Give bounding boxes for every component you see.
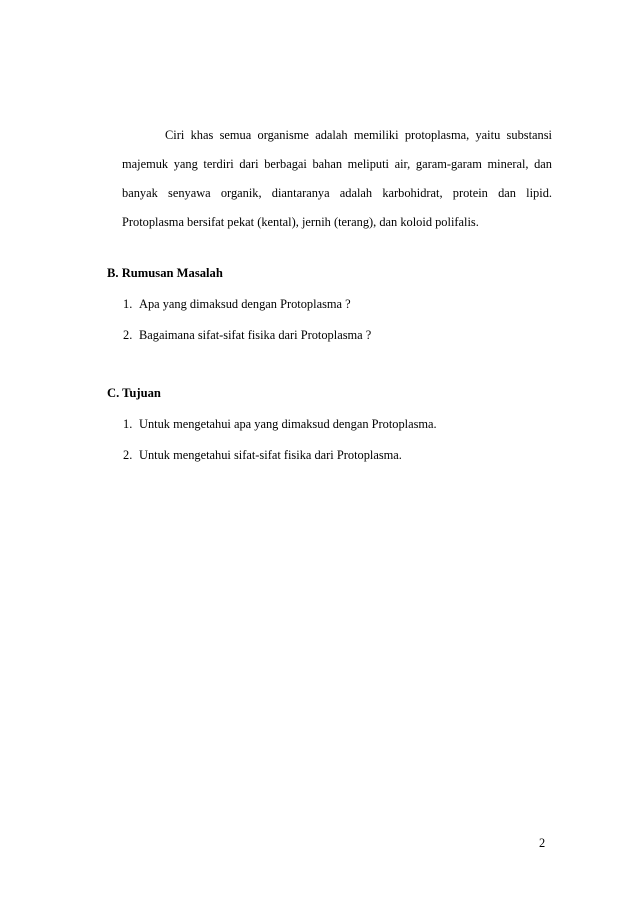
rumusan-item-1 — [123, 297, 351, 312]
page-number: 2 — [539, 836, 546, 850]
list-number: 1. — [123, 417, 133, 431]
list-item-text: Untuk mengetahui sifat-sifat fisika dari Protoplasma. — [139, 448, 402, 462]
tujuan-item-1 — [123, 417, 437, 432]
rumusan-masalah-heading: B. Rumusan Masalah — [107, 266, 223, 280]
list-number: 2. — [123, 448, 133, 462]
list-number: 1. — [123, 297, 133, 311]
rumusan-item-2 — [123, 328, 371, 343]
list-item-text: Bagaimana sifat-sifat fisika dari Protoplasma ? — [139, 328, 372, 342]
list-number: 2. — [123, 328, 133, 342]
tujuan-heading: C. Tujuan — [107, 386, 161, 400]
tujuan-item-2 — [123, 448, 402, 463]
list-item-text: Untuk mengetahui apa yang dimaksud dengan Protoplasma. — [139, 417, 437, 431]
intro-paragraph: Ciri khas semua organisme adalah memiliki protoplasma, yaitu substansi majemuk yang terdiri dari berbagai bahan meliputi air, garam-garam mineral, dan banyak senyawa organik, diantaranya adalah karbohidrat, protein dan lipid. Protoplasma bersifat pekat (kental), jernih (terang), dan koloid polifalis. — [122, 128, 552, 229]
list-item-text: Apa yang dimaksud dengan Protoplasma ? — [139, 297, 351, 311]
